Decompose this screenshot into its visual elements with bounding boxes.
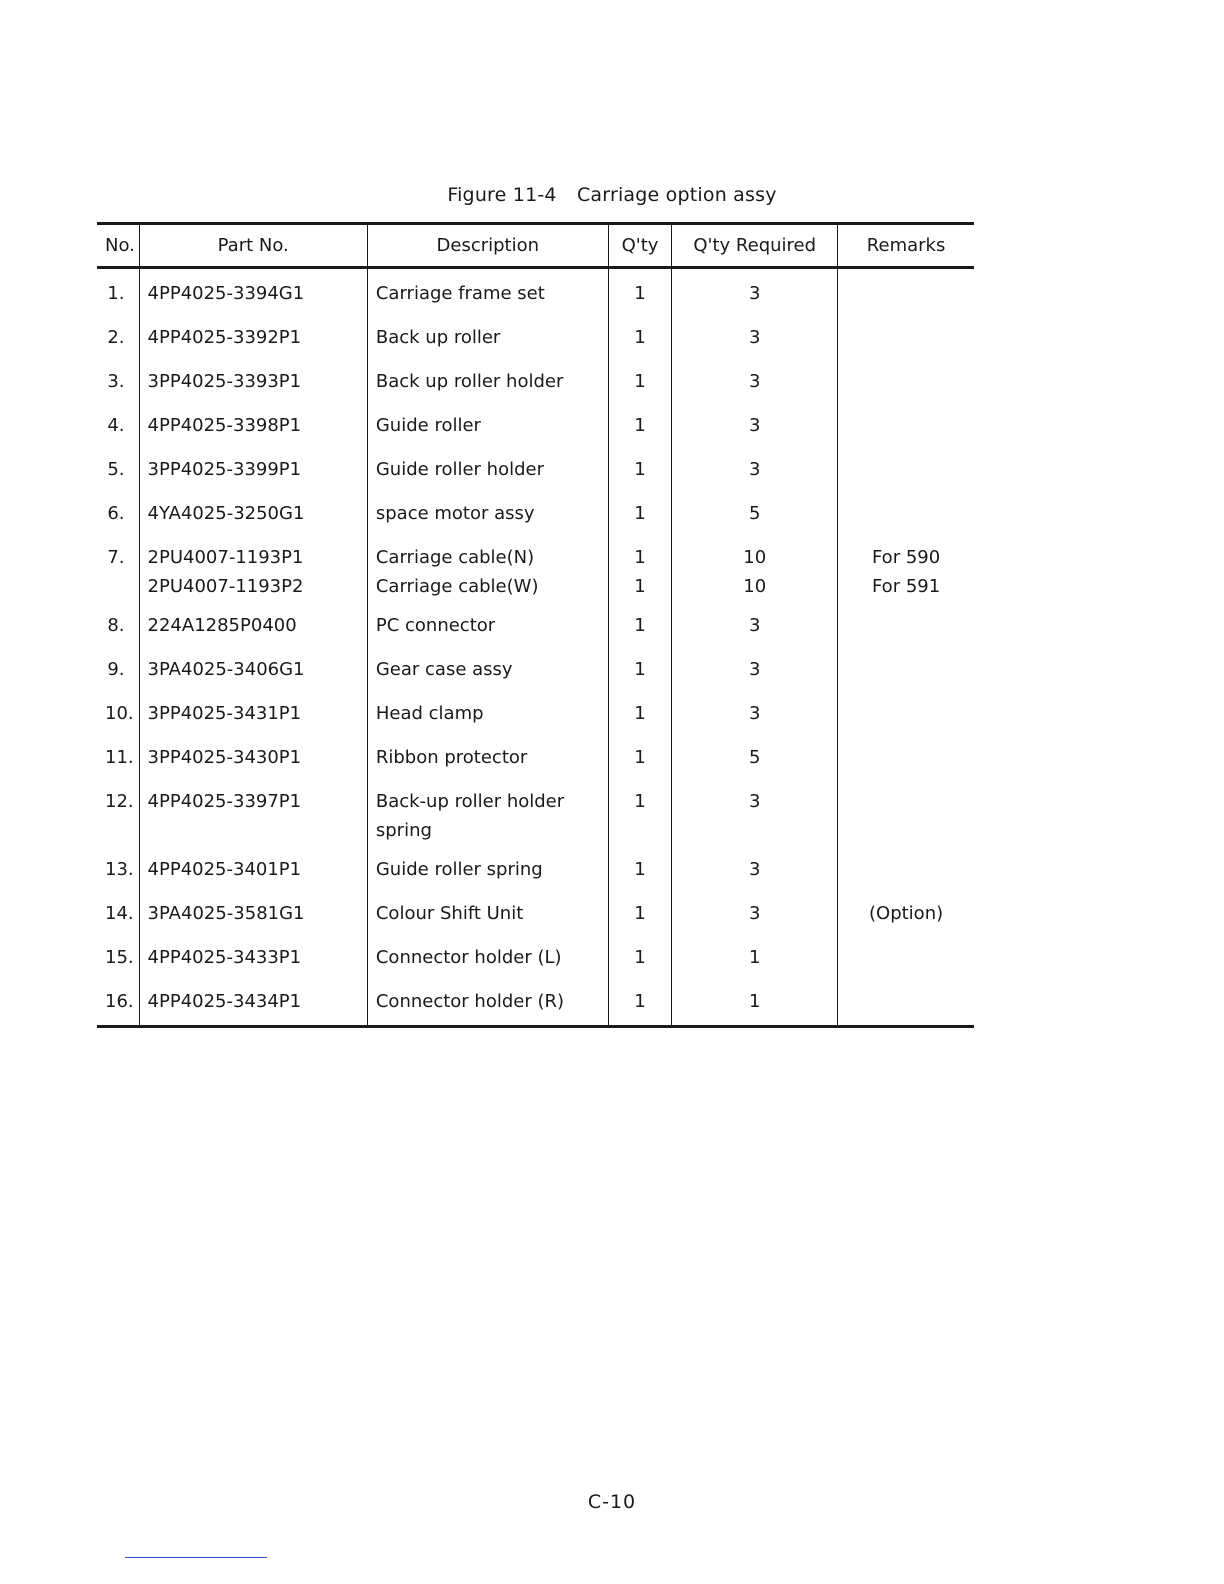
cell-qty-line: 1	[634, 703, 646, 724]
footer-rule	[125, 1557, 267, 1558]
cell-description	[367, 977, 608, 1027]
cell-part-no-line: 4PP4025-3434P1	[147, 991, 302, 1012]
header-remarks: Remarks	[838, 224, 974, 268]
cell-qty-required-line: 3	[748, 615, 761, 636]
cell-remarks	[838, 689, 974, 733]
cell-part-no	[139, 268, 367, 314]
cell-remarks	[838, 889, 974, 933]
cell-part-no-line: 2PU4007-1193P1	[147, 547, 304, 568]
cell-description-line: space motor assy	[375, 503, 535, 524]
cell-qty	[608, 313, 672, 357]
cell-qty-required-line: 3	[748, 283, 761, 304]
cell-description-line: Gear case assy	[375, 659, 513, 680]
cell-qty-required-line: 3	[748, 703, 761, 724]
cell-part-no	[139, 689, 367, 733]
header-no: No.	[97, 224, 139, 268]
cell-description-line: Guide roller holder	[375, 459, 544, 480]
cell-part-no-line: 3PA4025-3581G1	[147, 903, 305, 924]
cell-part-no-line: 224A1285P0400	[147, 615, 297, 636]
cell-qty	[608, 357, 672, 401]
cell-part-no	[139, 733, 367, 777]
cell-qty-line: 1	[634, 791, 646, 812]
cell-qty	[608, 845, 672, 889]
cell-qty-required	[672, 777, 838, 845]
table-row	[97, 645, 974, 689]
figure-number: Figure 11-4	[447, 184, 557, 206]
cell-part-no	[139, 445, 367, 489]
cell-qty	[608, 445, 672, 489]
cell-qty-required	[672, 977, 838, 1027]
cell-qty-required	[672, 845, 838, 889]
cell-qty	[608, 933, 672, 977]
cell-qty	[608, 645, 672, 689]
cell-no: 3.	[107, 371, 125, 392]
cell-no: 16.	[105, 991, 134, 1012]
cell-description-line: PC connector	[375, 615, 496, 636]
table-header-row	[97, 224, 974, 268]
cell-remarks	[838, 489, 974, 533]
cell-qty-line: 1	[634, 415, 646, 436]
cell-qty	[608, 533, 672, 601]
cell-remarks-line: For 591	[871, 576, 941, 597]
cell-no: 10.	[105, 703, 134, 724]
page-number: C-10	[587, 1491, 637, 1513]
parts-table	[97, 222, 974, 1028]
table-row	[97, 313, 974, 357]
cell-description	[367, 268, 608, 314]
cell-part-no	[139, 777, 367, 845]
cell-qty-required-line: 3	[748, 659, 761, 680]
cell-part-no-line: 4PP4025-3394G1	[147, 283, 305, 304]
cell-description	[367, 489, 608, 533]
cell-remarks	[838, 845, 974, 889]
cell-part-no-line: 4PP4025-3397P1	[147, 791, 302, 812]
cell-description	[367, 645, 608, 689]
cell-remarks	[838, 777, 974, 845]
cell-description	[367, 401, 608, 445]
table-row	[97, 601, 974, 645]
cell-qty-required-line: 1	[748, 947, 761, 968]
header-description: Description	[367, 224, 608, 268]
cell-description	[367, 889, 608, 933]
cell-qty-line: 1	[634, 659, 646, 680]
cell-description-line: Back-up roller holder	[375, 791, 565, 812]
table-row	[97, 889, 974, 933]
cell-part-no-line: 4PP4025-3398P1	[147, 415, 302, 436]
cell-part-no-line: 4PP4025-3401P1	[147, 859, 302, 880]
cell-description-line: Carriage frame set	[375, 283, 545, 304]
cell-remarks	[838, 933, 974, 977]
cell-description-line: Connector holder (L)	[375, 947, 562, 968]
cell-description	[367, 777, 608, 845]
cell-remarks	[838, 445, 974, 489]
cell-qty	[608, 977, 672, 1027]
cell-qty-required-line: 10	[743, 547, 767, 568]
cell-description	[367, 313, 608, 357]
cell-qty-required	[672, 889, 838, 933]
cell-part-no	[139, 357, 367, 401]
cell-qty-required	[672, 533, 838, 601]
cell-description-line: Carriage cable(N)	[375, 547, 535, 568]
cell-part-no-line: 4PP4025-3433P1	[147, 947, 302, 968]
cell-qty-line: 1	[634, 747, 646, 768]
cell-part-no	[139, 977, 367, 1027]
cell-part-no	[139, 601, 367, 645]
cell-description	[367, 533, 608, 601]
cell-description-line: Head clamp	[375, 703, 484, 724]
cell-qty-required-line: 3	[748, 903, 761, 924]
cell-qty-line: 1	[634, 459, 646, 480]
cell-remarks	[838, 645, 974, 689]
cell-qty-required-line: 5	[748, 747, 761, 768]
cell-remarks	[838, 313, 974, 357]
cell-qty-required	[672, 489, 838, 533]
cell-qty-line: 1	[634, 903, 646, 924]
cell-qty-required-line: 1	[748, 991, 761, 1012]
cell-no: 2.	[107, 327, 125, 348]
cell-qty-required-line: 3	[748, 415, 761, 436]
cell-remarks	[838, 401, 974, 445]
cell-qty	[608, 489, 672, 533]
cell-qty	[608, 268, 672, 314]
table-row	[97, 977, 974, 1027]
cell-part-no-line: 3PP4025-3431P1	[147, 703, 302, 724]
cell-qty-required	[672, 445, 838, 489]
cell-part-no	[139, 401, 367, 445]
cell-qty-line: 1	[634, 503, 646, 524]
cell-qty-line: 1	[634, 991, 646, 1012]
header-qty: Q'ty	[608, 224, 672, 268]
cell-description	[367, 933, 608, 977]
figure-title: Carriage option assy	[576, 184, 777, 206]
table-row	[97, 533, 974, 601]
cell-qty	[608, 733, 672, 777]
cell-remarks	[838, 733, 974, 777]
cell-no: 5.	[107, 459, 125, 480]
table-row	[97, 777, 974, 845]
table-row	[97, 357, 974, 401]
cell-qty-required	[672, 357, 838, 401]
cell-no: 8.	[107, 615, 125, 636]
cell-qty-line: 1	[634, 327, 646, 348]
cell-qty-required	[672, 601, 838, 645]
cell-part-no	[139, 533, 367, 601]
cell-qty-line: 1	[634, 615, 646, 636]
cell-description-line: Carriage cable(W)	[375, 576, 539, 597]
table-row	[97, 489, 974, 533]
cell-qty-required	[672, 645, 838, 689]
cell-remarks	[838, 533, 974, 601]
cell-remarks	[838, 268, 974, 314]
cell-part-no-line: 3PA4025-3406G1	[147, 659, 305, 680]
cell-part-no	[139, 645, 367, 689]
cell-qty	[608, 601, 672, 645]
figure-caption	[0, 184, 1224, 206]
cell-no: 1.	[107, 283, 125, 304]
cell-qty-required	[672, 313, 838, 357]
cell-part-no-line: 3PP4025-3399P1	[147, 459, 302, 480]
cell-qty-required-line: 3	[748, 859, 761, 880]
cell-part-no	[139, 933, 367, 977]
cell-description	[367, 601, 608, 645]
cell-qty	[608, 401, 672, 445]
parts-table-body	[97, 268, 974, 1027]
cell-remarks	[838, 977, 974, 1027]
cell-no: 13.	[105, 859, 134, 880]
table-row	[97, 689, 974, 733]
cell-qty-required-line: 3	[748, 327, 761, 348]
table-row	[97, 268, 974, 314]
cell-qty	[608, 889, 672, 933]
cell-description	[367, 845, 608, 889]
cell-description	[367, 357, 608, 401]
table-row	[97, 401, 974, 445]
cell-no: 6.	[107, 503, 125, 524]
cell-remarks-line: (Option)	[869, 903, 944, 924]
cell-part-no-line: 4PP4025-3392P1	[147, 327, 302, 348]
cell-part-no-line: 2PU4007-1193P2	[147, 576, 304, 597]
cell-description-line: Back up roller holder	[375, 371, 564, 392]
cell-qty-required	[672, 733, 838, 777]
cell-qty-required	[672, 268, 838, 314]
cell-qty-required-line: 3	[748, 459, 761, 480]
cell-qty-line: 1	[634, 371, 646, 392]
cell-no: 15.	[105, 947, 134, 968]
cell-remarks	[838, 357, 974, 401]
cell-description-line: Ribbon protector	[375, 747, 528, 768]
cell-description-line: Colour Shift Unit	[375, 903, 524, 924]
table-row	[97, 933, 974, 977]
cell-qty-line: 1	[634, 283, 646, 304]
cell-no: 9.	[107, 659, 125, 680]
cell-qty	[608, 777, 672, 845]
cell-no: 11.	[105, 747, 134, 768]
cell-remarks-line: For 590	[871, 547, 941, 568]
cell-part-no-line: 3PP4025-3393P1	[147, 371, 302, 392]
header-qty-required: Q'ty Required	[672, 224, 838, 268]
cell-no: 4.	[107, 415, 125, 436]
cell-qty-required-line: 3	[748, 791, 761, 812]
header-part-no: Part No.	[139, 224, 367, 268]
cell-description-line: spring	[375, 820, 432, 841]
cell-qty-line: 1	[634, 576, 646, 597]
cell-part-no	[139, 845, 367, 889]
cell-qty-line: 1	[634, 859, 646, 880]
cell-qty-required-line: 5	[748, 503, 761, 524]
cell-qty-required	[672, 933, 838, 977]
cell-qty-line: 1	[634, 547, 646, 568]
cell-description	[367, 733, 608, 777]
cell-qty-required-line: 3	[748, 371, 761, 392]
cell-part-no-line: 4YA4025-3250G1	[147, 503, 305, 524]
cell-description-line: Connector holder (R)	[375, 991, 565, 1012]
cell-qty-required	[672, 689, 838, 733]
cell-description	[367, 689, 608, 733]
table-row	[97, 445, 974, 489]
cell-qty	[608, 689, 672, 733]
cell-description-line: Back up roller	[375, 327, 501, 348]
cell-part-no-line: 3PP4025-3430P1	[147, 747, 302, 768]
cell-description-line: Guide roller	[375, 415, 481, 436]
cell-description	[367, 445, 608, 489]
cell-description-line: Guide roller spring	[375, 859, 543, 880]
cell-no: 14.	[105, 903, 134, 924]
cell-no: 7.	[107, 547, 125, 568]
cell-qty-required-line: 10	[743, 576, 767, 597]
cell-part-no	[139, 313, 367, 357]
cell-part-no	[139, 489, 367, 533]
cell-qty-line: 1	[634, 947, 646, 968]
cell-remarks	[838, 601, 974, 645]
table-row	[97, 845, 974, 889]
cell-no: 12.	[105, 791, 134, 812]
cell-qty-required	[672, 401, 838, 445]
table-row	[97, 733, 974, 777]
cell-part-no	[139, 889, 367, 933]
